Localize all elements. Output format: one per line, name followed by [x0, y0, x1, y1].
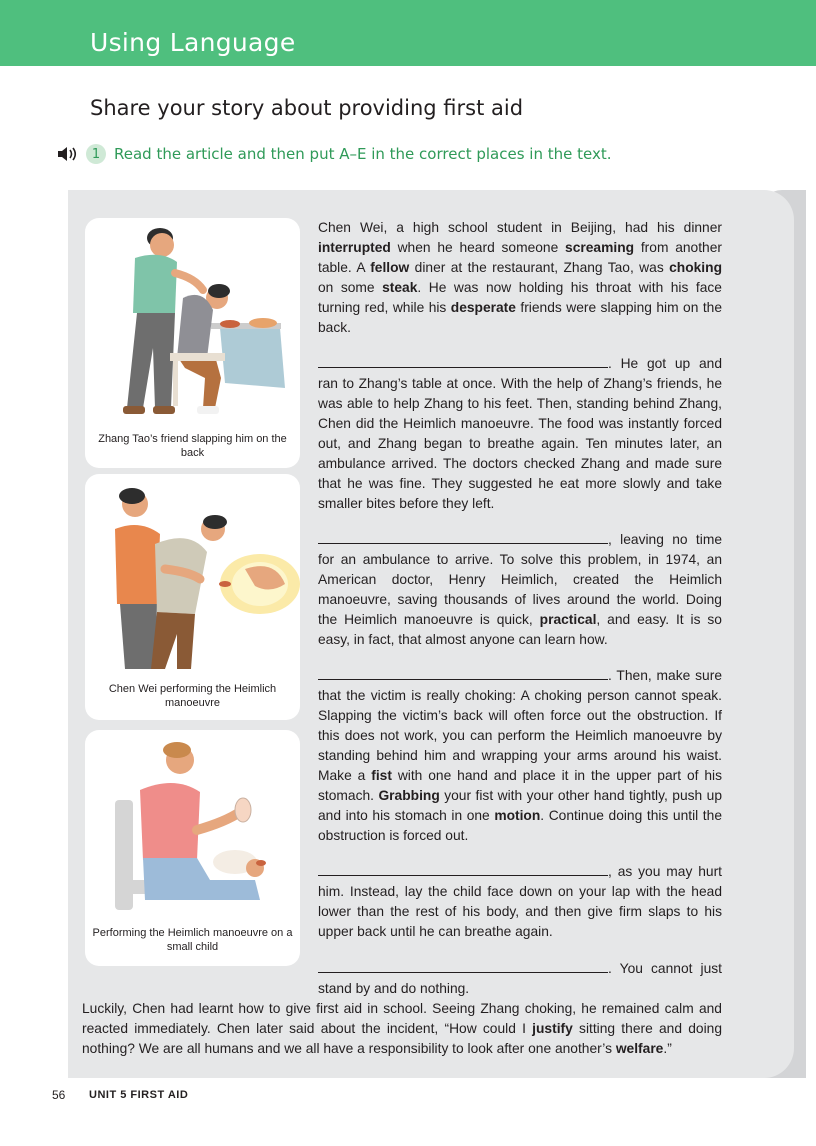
article-text-run: . Continue doing this until the obstruction is forced out.: [318, 808, 722, 843]
article-text-run: , and easy. It is so easy, in fact, that almost anyone can learn how.: [318, 612, 722, 647]
article-text-run: . Then, make sure that the victim is really choking: A choking person cannot speak. Slapping the victim’s back will often force out the obstruction. If this does not work, you can perform the Heimlich manoeuvre by standing behind him and wrapping your arms around his waist. Make a: [318, 668, 722, 783]
unit-label: UNIT 5 FIRST AID: [89, 1089, 189, 1101]
image-card-back-slap: [85, 218, 300, 468]
exercise-number-badge: 1: [86, 144, 106, 164]
caption-back-slap: Zhang Tao’s friend slapping him on the back: [98, 433, 287, 459]
article-text-run: when he heard someone: [390, 240, 566, 255]
back-slap-illustration: [85, 218, 300, 433]
article-text-run: .”: [663, 1041, 672, 1056]
image-card-heimlich: [85, 474, 300, 720]
vocab-word: fist: [371, 768, 392, 783]
caption-child: Performing the Heimlich manoeuvre on a small child: [92, 927, 293, 953]
article-paragraph-6: [82, 958, 722, 1059]
section-title: Share your story about providing first aid: [90, 96, 524, 120]
vocab-word: fellow: [370, 260, 410, 275]
article-text-run: . He was now holding his throat with his face turning red, while his: [318, 280, 722, 315]
article-text-run: with one hand and place it in the upper part of his stomach.: [318, 768, 722, 803]
article-paragraph-5: [318, 861, 722, 942]
article-text-run: your fist with your other hand tightly, push up and into his stomach in one: [318, 788, 722, 823]
vocab-word: interrupted: [318, 240, 391, 255]
banner-title: Using Language: [90, 28, 296, 57]
article-paragraph-4: [318, 665, 722, 846]
article-text-run: from another table. A: [318, 240, 722, 275]
instruction-row: [57, 143, 611, 165]
vocab-word: justify: [532, 1021, 573, 1036]
answer-blank[interactable]: [318, 353, 608, 368]
vocab-word: steak: [382, 280, 418, 295]
image-card-child: [85, 730, 300, 966]
article-text-run: . You cannot just stand by and do nothing.: [318, 961, 722, 996]
answer-blank[interactable]: [318, 958, 608, 973]
article-paragraph-2: [318, 353, 722, 514]
vocab-word: desperate: [450, 300, 516, 315]
speaker-audio-icon[interactable]: [57, 146, 79, 162]
article-text-run: , leaving no time for an ambulance to arrive. To solve this problem, in 1974, an American doctor, Henry Heimlich, created the Heimlich manoeuvre, saving thousands of lives around the world. Doing the Heimlich manoeuvre is quick,: [318, 532, 722, 627]
header-banner: [0, 0, 816, 66]
article-paragraph-3: [318, 529, 722, 650]
article-text-run: , as you may hurt him. Instead, lay the child face down on your lap with the head lower than the rest of his body, and then give firm slaps to his upper back until he can breathe again.: [318, 864, 722, 939]
page-number: 56: [52, 1088, 66, 1102]
vocab-word: welfare: [615, 1041, 664, 1056]
vocab-word: Grabbing: [378, 788, 440, 803]
article-text-run: Luckily, Chen had learnt how to give first aid in school. Seeing Zhang choking, he remained calm and reacted immediately. Chen later said about the incident, “How could I: [82, 1001, 722, 1036]
article-text-run: friends were slapping him on the back.: [318, 300, 723, 335]
article-text-run: . He got up and ran to Zhang’s table at once. With the help of Zhang’s friends, he was able to help Zhang to his feet. Then, standing behind Zhang, Chen did the Heimlich manoeuvre. The food was instantly forced out, and Zhang began to breathe again. Ten minutes later, an ambulance arrived. The doctors checked Zhang and made sure that he was fine. They suggested he eat more slowly and take smaller bites before they left.: [318, 356, 722, 511]
article-text-run: sitting there and doing nothing? We are all humans and we all have a responsibility to look after one another’s: [82, 1021, 722, 1056]
article-text-run: diner at the restaurant, Zhang Tao, was: [409, 260, 670, 275]
instruction-text: Read the article and then put A–E in the correct places in the text.: [114, 145, 612, 163]
article-text-run: Chen Wei, a high school student in Beijing, had his dinner: [318, 220, 722, 235]
vocab-word: choking: [669, 260, 722, 275]
article-text: [318, 218, 722, 957]
vocab-word: screaming: [565, 240, 635, 255]
answer-blank[interactable]: [318, 529, 608, 544]
answer-blank[interactable]: [318, 665, 608, 680]
vocab-word: motion: [494, 808, 541, 823]
vocab-word: practical: [539, 612, 597, 627]
child-heimlich-illustration: [85, 730, 300, 920]
article-paragraph-1: [318, 218, 722, 338]
article-text-run: on some: [318, 280, 383, 295]
caption-heimlich: Chen Wei performing the Heimlich manoeuvre: [108, 683, 277, 709]
answer-blank[interactable]: [318, 861, 608, 876]
heimlich-illustration: [85, 474, 300, 679]
